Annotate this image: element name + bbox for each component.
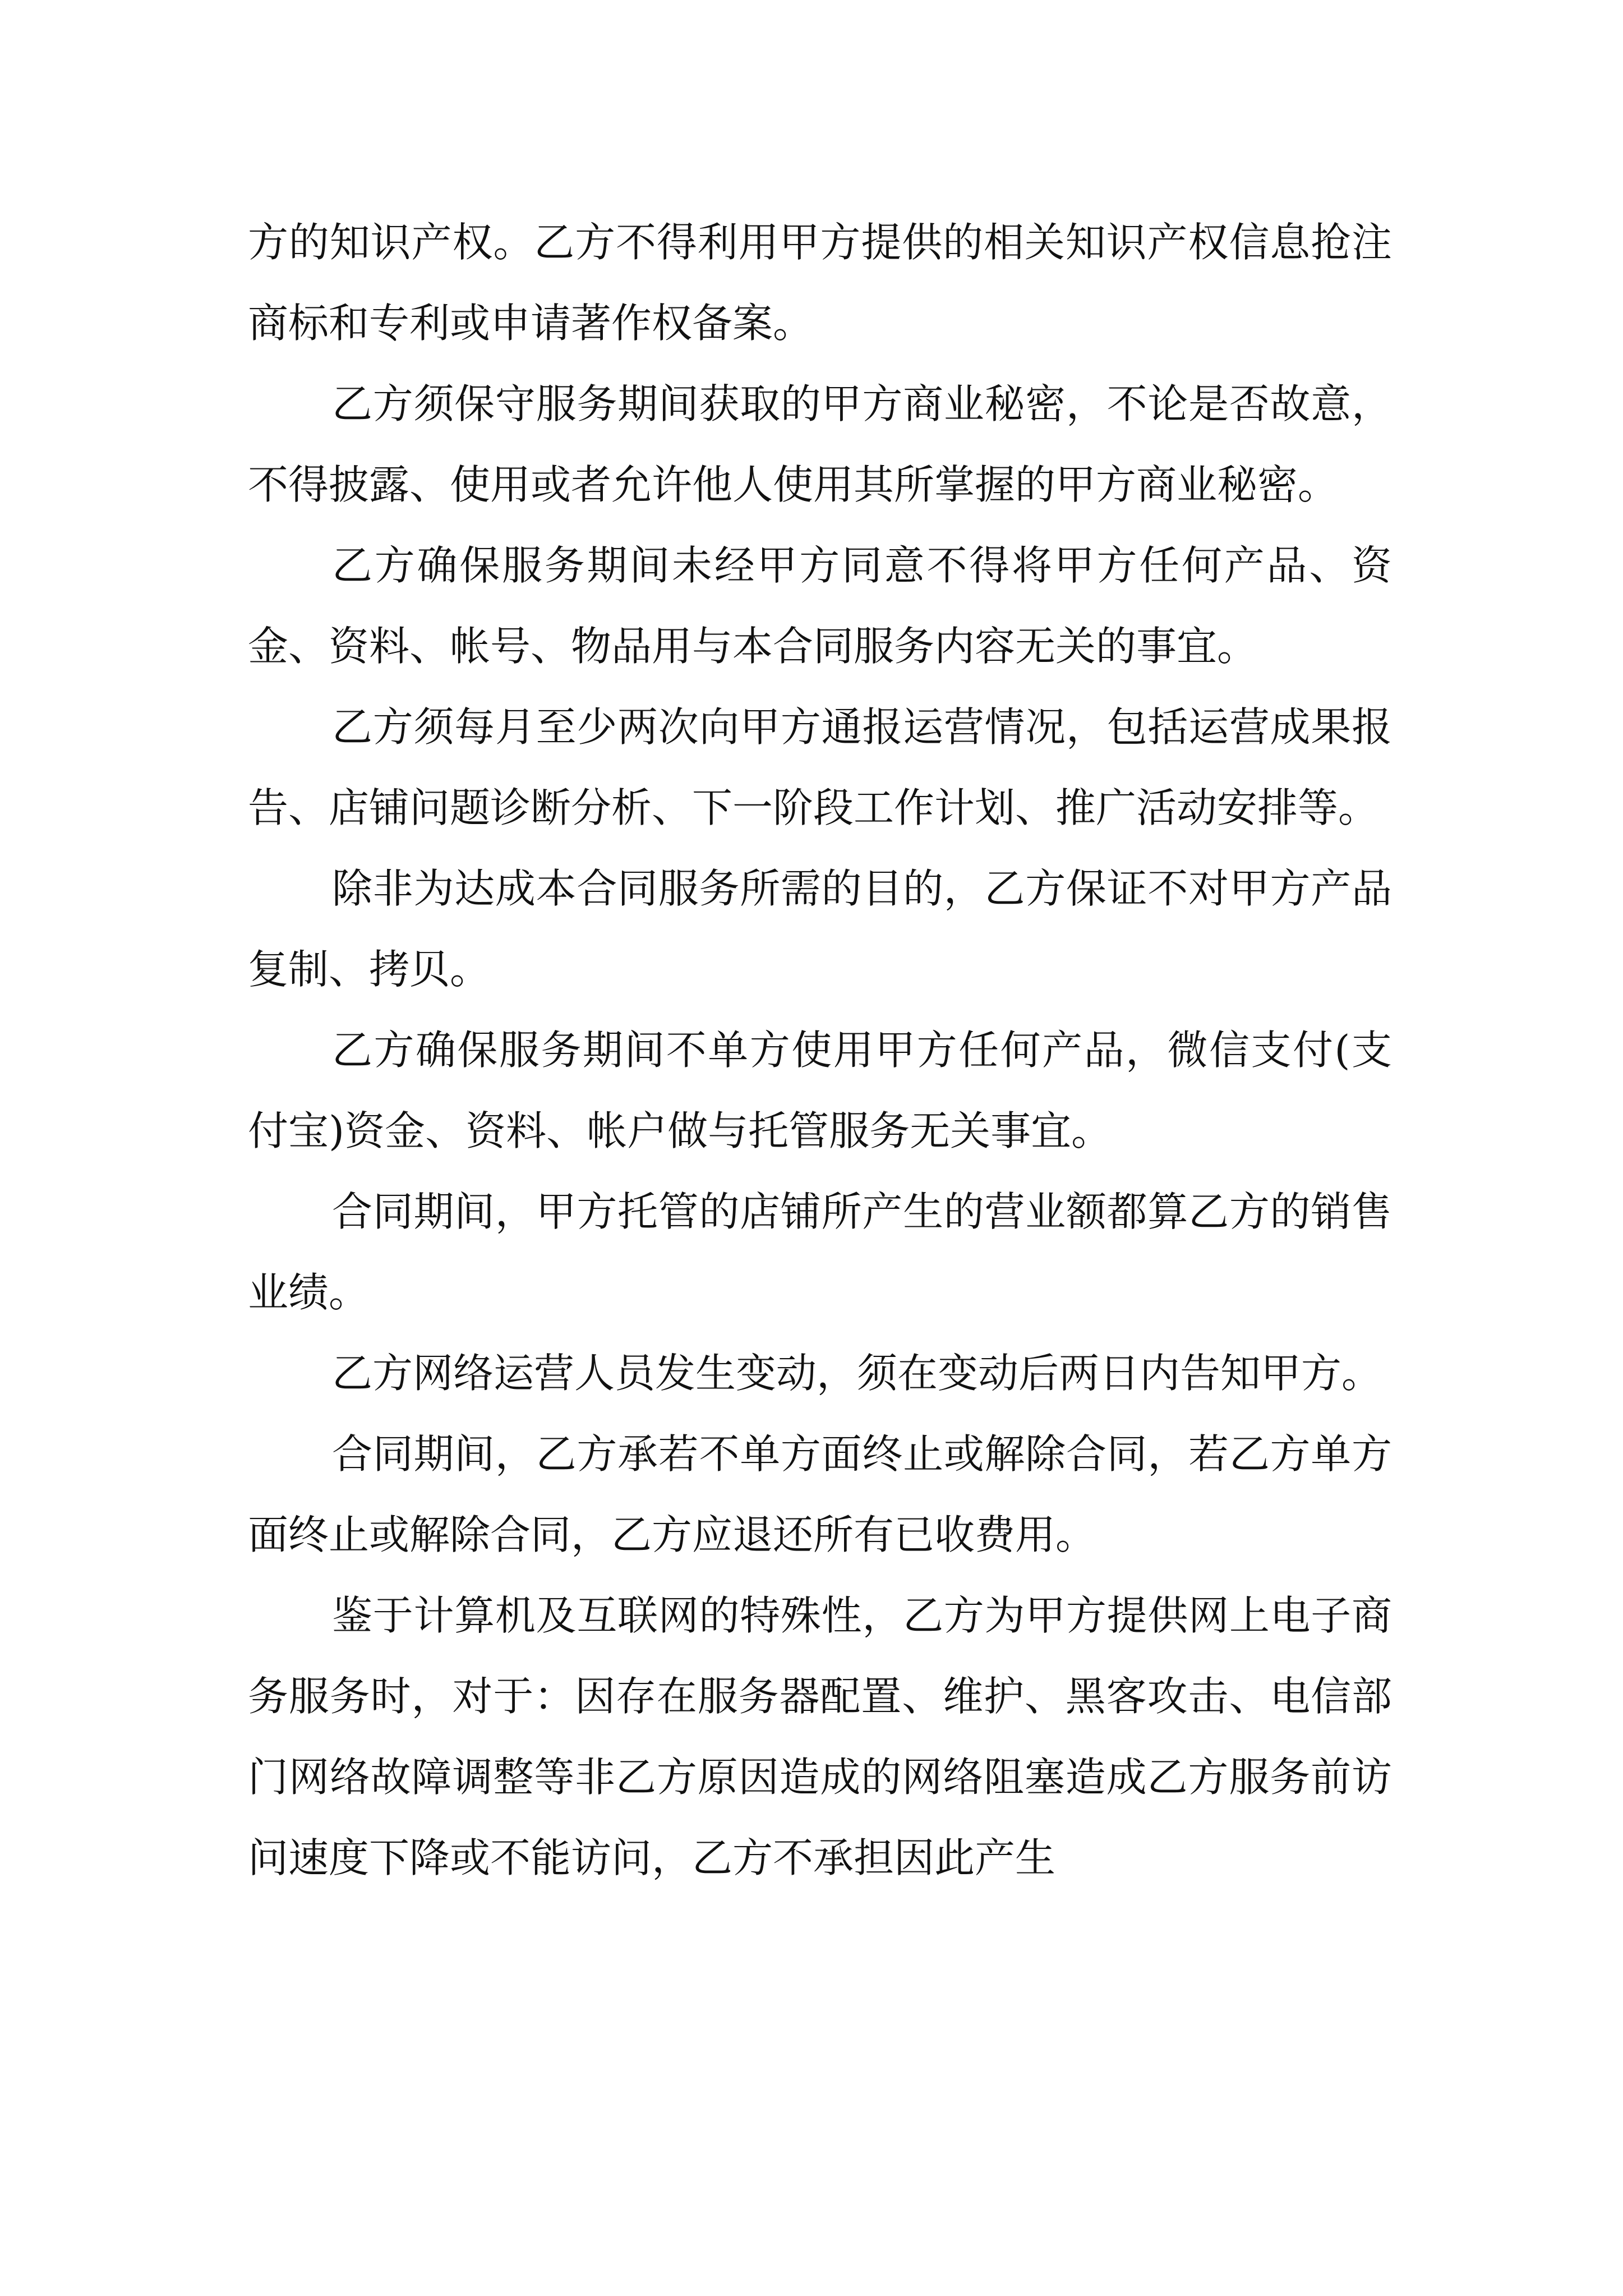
paragraph-termination: 合同期间，乙方承若不单方面终止或解除合同，若乙方单方面终止或解除合同，乙方应退还所有已收费用。: [248, 1430, 1392, 1558]
paragraph-trade-secrets: 乙方须保守服务期间获取的甲方商业秘密，不论是否故意，不得披露、使用或者允许他人使用其所掌握的甲方商业秘密。: [248, 380, 1392, 508]
paragraph-payment-accounts: 乙方确保服务期间不单方使用甲方任何产品，微信支付(支付宝)资金、资料、帐户做与托管服务无关事宜。: [248, 1027, 1392, 1154]
paragraph-sales-performance: 合同期间，甲方托管的店铺所产生的营业额都算乙方的销售业绩。: [248, 1188, 1392, 1316]
paragraph-asset-use: 乙方确保服务期间未经甲方同意不得将甲方任何产品、资金、资料、帐号、物品用与本合同服务内容无关的事宜。: [248, 542, 1392, 670]
paragraph-ip-continuation: 方的知识产权。乙方不得利用甲方提供的相关知识产权信息抢注商标和专利或申请著作权备案。: [248, 219, 1392, 347]
paragraph-no-copying: 除非为达成本合同服务所需的目的，乙方保证不对甲方产品复制、拷贝。: [248, 865, 1392, 993]
paragraph-reporting: 乙方须每月至少两次向甲方通报运营情况，包括运营成果报告、店铺问题诊断分析、下一阶段工作计划、推广活动安排等。: [248, 703, 1392, 831]
paragraph-staff-changes: 乙方网络运营人员发生变动，须在变动后两日内告知甲方。: [332, 1350, 1382, 1397]
paragraph-liability: 鉴于计算机及互联网的特殊性，乙方为甲方提供网上电子商务服务时，对于：因存在服务器配置、维护、黑客攻击、电信部门网络故障调整等非乙方原因造成的网络阻塞造成乙方服务前访问速度下降或不能访问，乙方不承担因此产生: [248, 1592, 1392, 1881]
document-body: [248, 202, 1392, 1898]
